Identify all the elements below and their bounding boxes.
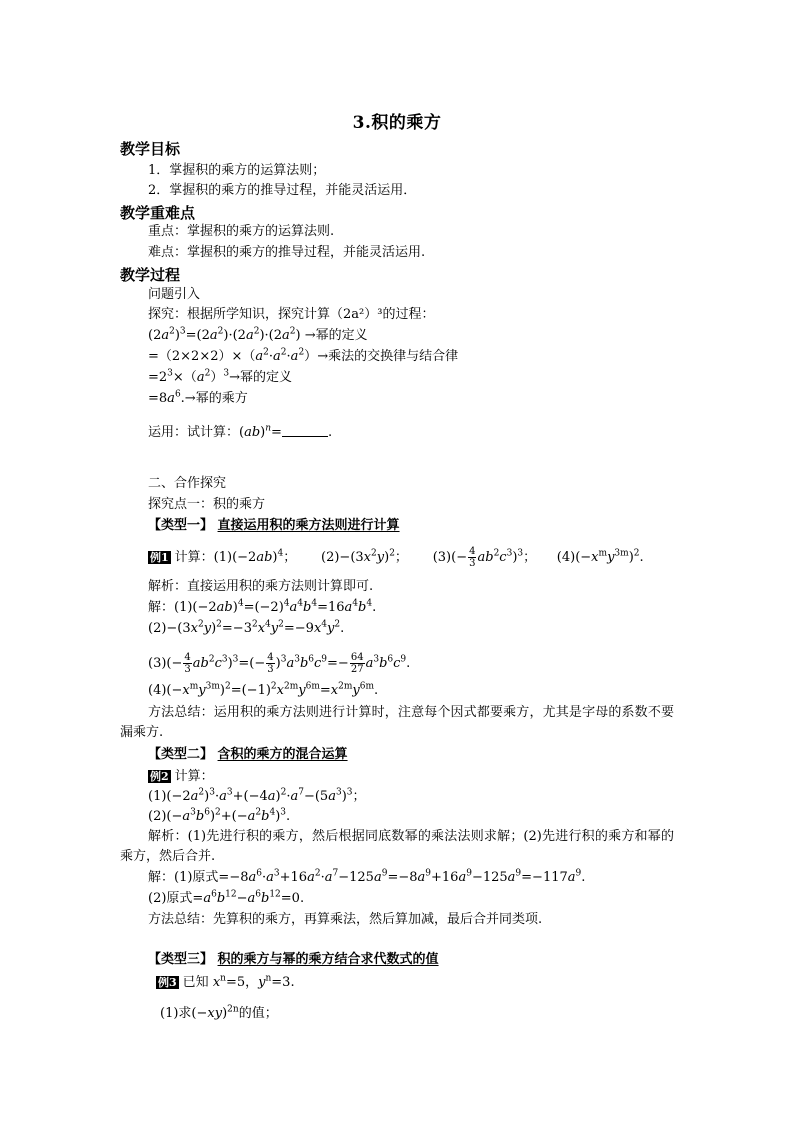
solution2-line1: 解：(1)原式$=-8a^6\cdot a^3+16a^2\cdot a^7-125a^9=-8a^9+16a^9-125a^9=-117a^9$. [148,868,586,885]
example3-q1-suffix: 的值； [238,1006,278,1021]
analysis2: 解析：(1)先进行积的乘方，然后根据同底数幂的乘法法则求解；(2)先进行积的乘方和幂的乘方，然后合并. [120,829,674,864]
type2-label: 【类型二】 [148,747,214,762]
example2-item1: $(1)(-2a^2)^3\cdot a^3+(-4a)^2\cdot a^7-(5a^3)^3$； [148,787,366,804]
objectives-heading: 教学目标 [120,140,181,158]
example1-line: 例1 计算：$(1)(-2ab)^4$； $(2)-(3x^2y)^2$； (3)(− $\frac{4}{3}$ $ab^2c^3)^3$； $(4)(-x^my^{3m})^2$. [150,546,644,569]
objective-item-1: 1．掌握积的乘方的运算法则； [148,163,326,178]
apply-line: 运用：试计算：(ab)$^n$= . [148,423,333,440]
type2-line [148,747,348,763]
example3-text: 已知 [182,975,209,990]
section2-heading: 二、合作探究 [148,476,227,491]
example1-text: 计算： [174,550,214,565]
solution1-line3: (3)(− $\frac{4}{3}$ $ab^2c^3)^3=(-$ $\frac{4}{3}$ )$^3a^3b^6c^9=-$ $\frac{64}{27}$ $a^3b^6c^9$. [148,652,411,675]
solution1-line4: $(4)(-x^my^{3m})^2=(-1)^2x^{2m}y^{6m}=x^{2m}y^{6m}$. [148,681,379,698]
solution1-line1: 解：$(1)(-2ab)^4=(-2)^4a^4b^4=16a^4b^4$. [148,598,377,615]
type1-title: 直接运用积的乘方法则进行计算 [217,518,400,533]
example2-line [148,769,214,785]
process-heading: 教学过程 [120,266,181,284]
summary1: 方法总结：运用积的乘方法则进行计算时，注意每个因式都要乘方，尤其是字母的系数不要漏乘方. [120,705,674,740]
page-title: 3.积的乘方 [352,113,442,133]
solution2-line2: (2)原式$=a^6b^{12}-a^6b^{12}=0$. [148,889,305,906]
focus-line: 重点：掌握积的乘方的运算法则. [148,224,335,239]
analysis1: 解析：直接运用积的乘方法则计算即可. [148,579,374,594]
step1-note: →幂的定义 [304,328,368,343]
solution1-line2: $(2)-(3x^2y)^2=-3^2x^4y^2=-9x^4y^2$. [148,619,345,636]
example3-q1-prefix: (1)求 [160,1006,192,1021]
summary2: 方法总结：先算积的乘方，再算乘法，然后算加减，最后合并同类项. [148,912,543,927]
intro-label: 问题引入 [148,287,201,302]
example1-badge: 例1 [150,551,169,564]
type1-line [148,518,400,534]
step4-note: .→幂的乘方 [180,391,248,406]
type1-label: 【类型一】 [148,518,214,533]
example2-text: 计算： [174,769,214,784]
type3-label: 【类型三】 [148,952,214,967]
example2-badge: 例2 [150,770,169,783]
example2-item2: $(2)(-a^3b^6)^2+(-a^2b^4)^3$. [148,807,291,824]
explore-text: 探究：根据所学知识，探究计算（2a²）³的过程： [148,307,435,322]
step2-note: →乘法的交换律与结合律 [317,349,459,364]
apply-text: 运用：试计算： [148,425,240,440]
key-points-heading: 教学重难点 [120,204,196,222]
solution-label: 解： [148,600,175,615]
answer-blank [282,424,328,437]
type3-line [148,952,439,968]
step3-note: →幂的定义 [229,370,292,385]
example3-question1: (1)求$(-xy)^{2n}$的值； [160,1004,278,1021]
point1-label: 探究点一：积的乘方 [148,497,266,512]
example3-line: 例3 已知 $x^n=5$，$y^n=3$. [158,973,295,990]
derivation-step-4: $=8a^6.\to$幂的乘方 [148,389,248,406]
difficulty-line: 难点：掌握积的乘方的推导过程，并能灵活运用. [148,245,426,260]
derivation-step-1: $(2a^2)^3=(2a^2)\cdot(2a^2)\cdot(2a^2)$ →幂的定义 [148,326,368,343]
derivation-step-2: $=(2\times 2\times 2)\times(a^2\cdot a^2\cdot a^2)\to$乘法的交换律与结合律 [148,347,459,364]
example3-badge: 例3 [158,976,177,989]
solution-label: 解： [148,870,175,885]
type3-title: 积的乘方与幂的乘方结合求代数式的值 [217,952,439,967]
objective-item-2: 2．掌握积的乘方的推导过程，并能灵活运用． [148,183,417,198]
type2-title: 含积的乘方的混合运算 [217,747,348,762]
derivation-step-3: $=2^3\times(a^2)^3\to$幂的定义 [148,368,292,385]
